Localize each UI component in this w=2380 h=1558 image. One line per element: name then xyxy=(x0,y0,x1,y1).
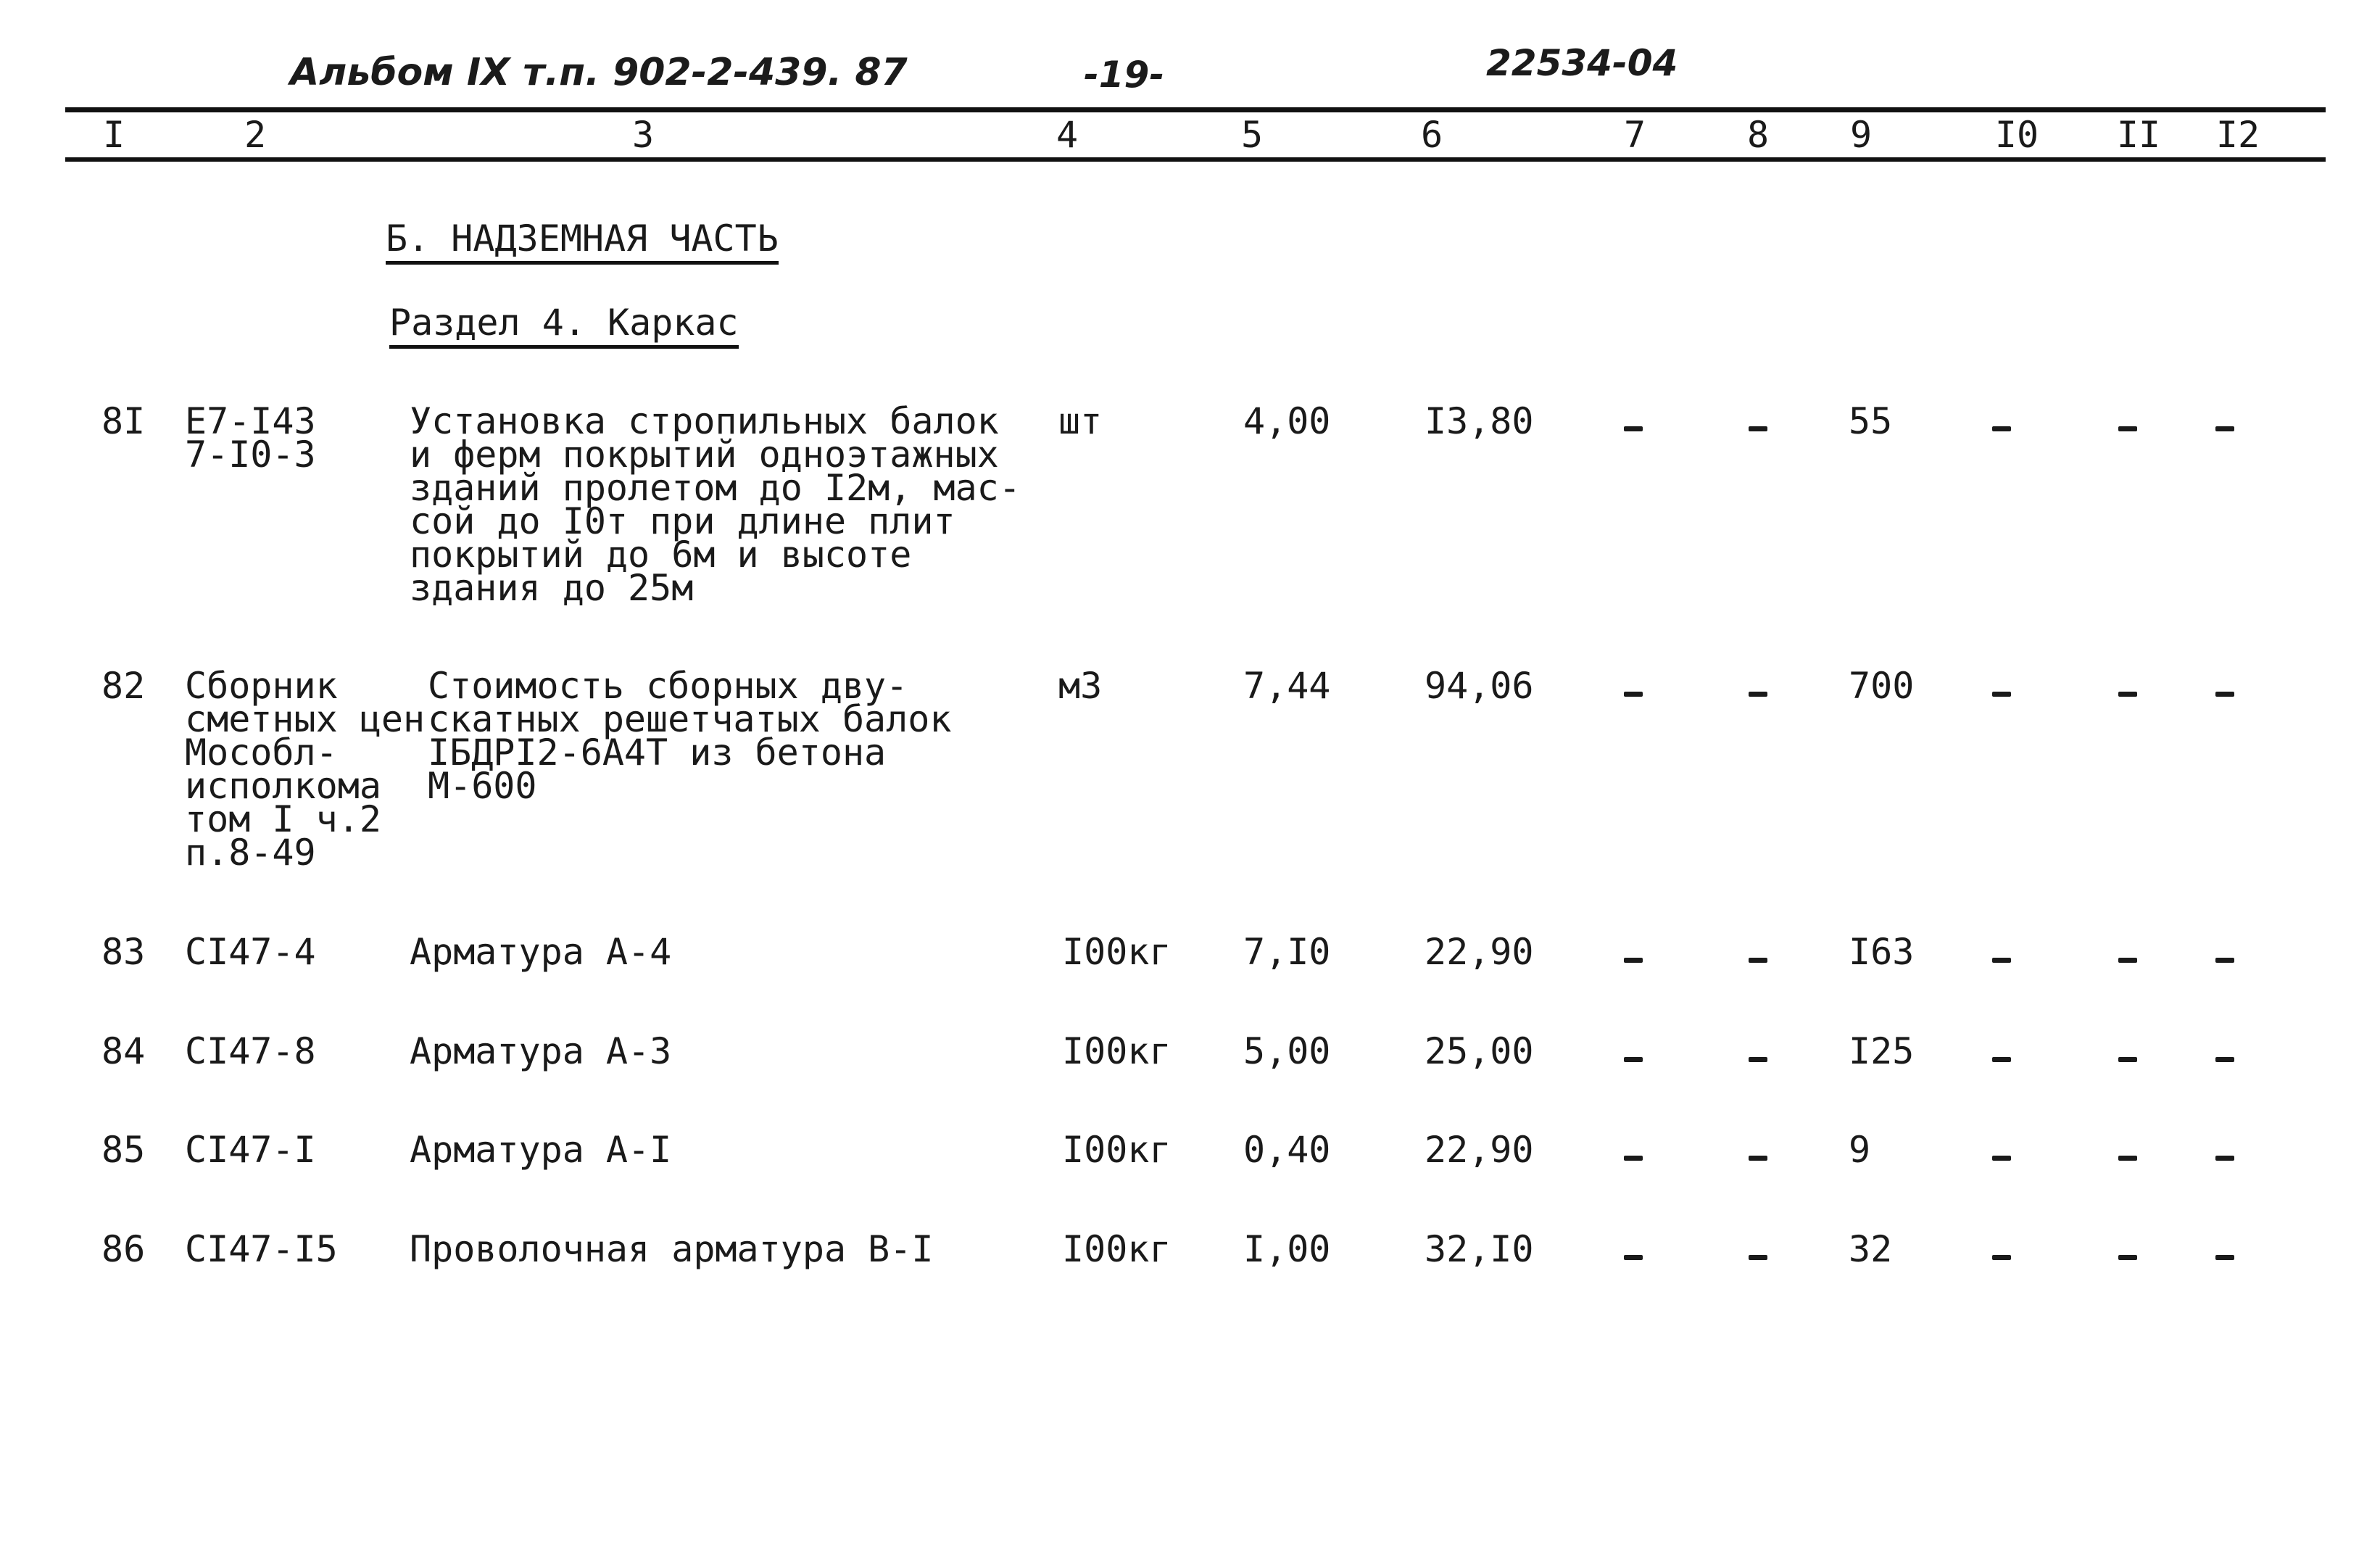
row-quantity: 7,44 xyxy=(1243,665,1331,707)
row-col10-dash xyxy=(1992,426,2011,431)
row-description: Арматура А-3 xyxy=(410,1030,672,1072)
column-number-8: 8 xyxy=(1746,114,1770,156)
row-col11-dash xyxy=(2118,692,2137,697)
row-number: 84 xyxy=(101,1030,146,1072)
row-code: СI47-8 xyxy=(185,1030,316,1072)
row-price: 32,I0 xyxy=(1425,1228,1534,1270)
row-col10-dash xyxy=(1992,1156,2011,1161)
column-number-7: 7 xyxy=(1623,114,1646,156)
row-quantity: 5,00 xyxy=(1243,1030,1331,1072)
column-number-12: I2 xyxy=(2215,114,2260,156)
row-quantity: I,00 xyxy=(1243,1228,1331,1270)
row-col12-dash xyxy=(2215,1255,2234,1260)
row-number: 86 xyxy=(101,1228,146,1270)
row-col11-dash xyxy=(2118,1057,2137,1062)
row-col9-value: 9 xyxy=(1849,1129,1871,1171)
row-col9-value: 700 xyxy=(1849,665,1915,707)
row-col10-dash xyxy=(1992,1255,2011,1260)
row-col7-dash xyxy=(1624,1255,1643,1260)
row-col7-dash xyxy=(1624,426,1643,431)
row-col12-dash xyxy=(2215,426,2234,431)
row-code: СI47-I xyxy=(185,1129,316,1171)
row-quantity: 0,40 xyxy=(1243,1129,1331,1171)
column-number-5: 5 xyxy=(1240,114,1264,156)
row-code: Сборник сметных цен Мособл- исполкома том I ч.2 п.8-49 xyxy=(185,665,426,874)
row-col8-dash xyxy=(1749,426,1767,431)
row-col11-dash xyxy=(2118,958,2137,963)
row-col10-dash xyxy=(1992,1057,2011,1062)
row-col12-dash xyxy=(2215,1057,2234,1062)
row-price: 22,90 xyxy=(1425,1129,1534,1171)
row-description: Арматура А-4 xyxy=(410,931,672,973)
document-code: 22534-04 xyxy=(1486,42,1678,84)
row-col8-dash xyxy=(1749,1156,1767,1161)
row-col8-dash xyxy=(1749,692,1767,697)
row-col8-dash xyxy=(1749,1255,1767,1260)
row-col10-dash xyxy=(1992,692,2011,697)
row-quantity: 7,I0 xyxy=(1243,931,1331,973)
row-description: Арматура А-I xyxy=(410,1129,672,1171)
row-col8-dash xyxy=(1749,958,1767,963)
page-number: -19- xyxy=(1084,54,1165,96)
column-number-6: 6 xyxy=(1420,114,1443,156)
row-price: 22,90 xyxy=(1425,931,1534,973)
row-price: 94,06 xyxy=(1425,665,1534,707)
row-number: 82 xyxy=(101,665,146,707)
row-col7-dash xyxy=(1624,1156,1643,1161)
section-title: Б. НАДЗЕМНАЯ ЧАСТЬ xyxy=(386,217,779,265)
row-col11-dash xyxy=(2118,1156,2137,1161)
row-description: Установка стропильных балок и ферм покрытий одноэтажных зданий пролетом до I2м, мас- сой до I0т при длине плит покрытий до 6м и высоте здания до 25м xyxy=(410,400,1021,609)
row-quantity: 4,00 xyxy=(1243,400,1331,442)
row-col12-dash xyxy=(2215,958,2234,963)
row-col8-dash xyxy=(1749,1057,1767,1062)
column-number-2: 2 xyxy=(244,114,267,156)
row-col9-value: I63 xyxy=(1849,931,1915,973)
row-col10-dash xyxy=(1992,958,2011,963)
row-unit: шт xyxy=(1058,400,1103,442)
row-number: 85 xyxy=(101,1129,146,1171)
row-col12-dash xyxy=(2215,692,2234,697)
row-code: СI47-4 xyxy=(185,931,316,973)
row-price: 25,00 xyxy=(1425,1030,1534,1072)
row-col12-dash xyxy=(2215,1156,2234,1161)
column-number-3: 3 xyxy=(631,114,655,156)
row-unit: м3 xyxy=(1058,665,1103,707)
column-number-11: II xyxy=(2116,114,2161,156)
album-reference: Альбом IX т.п. 902-2-439. 87 xyxy=(290,51,908,94)
row-unit: I00кг xyxy=(1062,931,1172,973)
row-code: Е7-I43 7-I0-3 xyxy=(185,400,316,476)
row-description: Проволочная арматура В-I xyxy=(410,1228,934,1270)
row-col11-dash xyxy=(2118,1255,2137,1260)
header-bottom-rule xyxy=(65,157,2326,162)
header-top-rule xyxy=(65,107,2326,112)
row-unit: I00кг xyxy=(1062,1129,1172,1171)
row-number: 8I xyxy=(101,400,146,442)
section-subtitle: Раздел 4. Каркас xyxy=(389,302,739,349)
row-col7-dash xyxy=(1624,958,1643,963)
row-unit: I00кг xyxy=(1062,1030,1172,1072)
column-number-9: 9 xyxy=(1849,114,1873,156)
row-col9-value: 32 xyxy=(1849,1228,1893,1270)
row-unit: I00кг xyxy=(1062,1228,1172,1270)
row-col7-dash xyxy=(1624,692,1643,697)
column-number-10: I0 xyxy=(1994,114,2039,156)
row-col11-dash xyxy=(2118,426,2137,431)
row-description: Стоимость сборных дву- скатных решетчатых балок IБДРI2-6А4Т из бетона М-600 xyxy=(428,665,952,807)
column-number-4: 4 xyxy=(1056,114,1079,156)
row-number: 83 xyxy=(101,931,146,973)
row-col9-value: 55 xyxy=(1849,400,1893,442)
row-col7-dash xyxy=(1624,1057,1643,1062)
row-code: СI47-I5 xyxy=(185,1228,338,1270)
row-price: I3,80 xyxy=(1425,400,1534,442)
row-col9-value: I25 xyxy=(1849,1030,1915,1072)
column-number-1: I xyxy=(102,114,125,156)
